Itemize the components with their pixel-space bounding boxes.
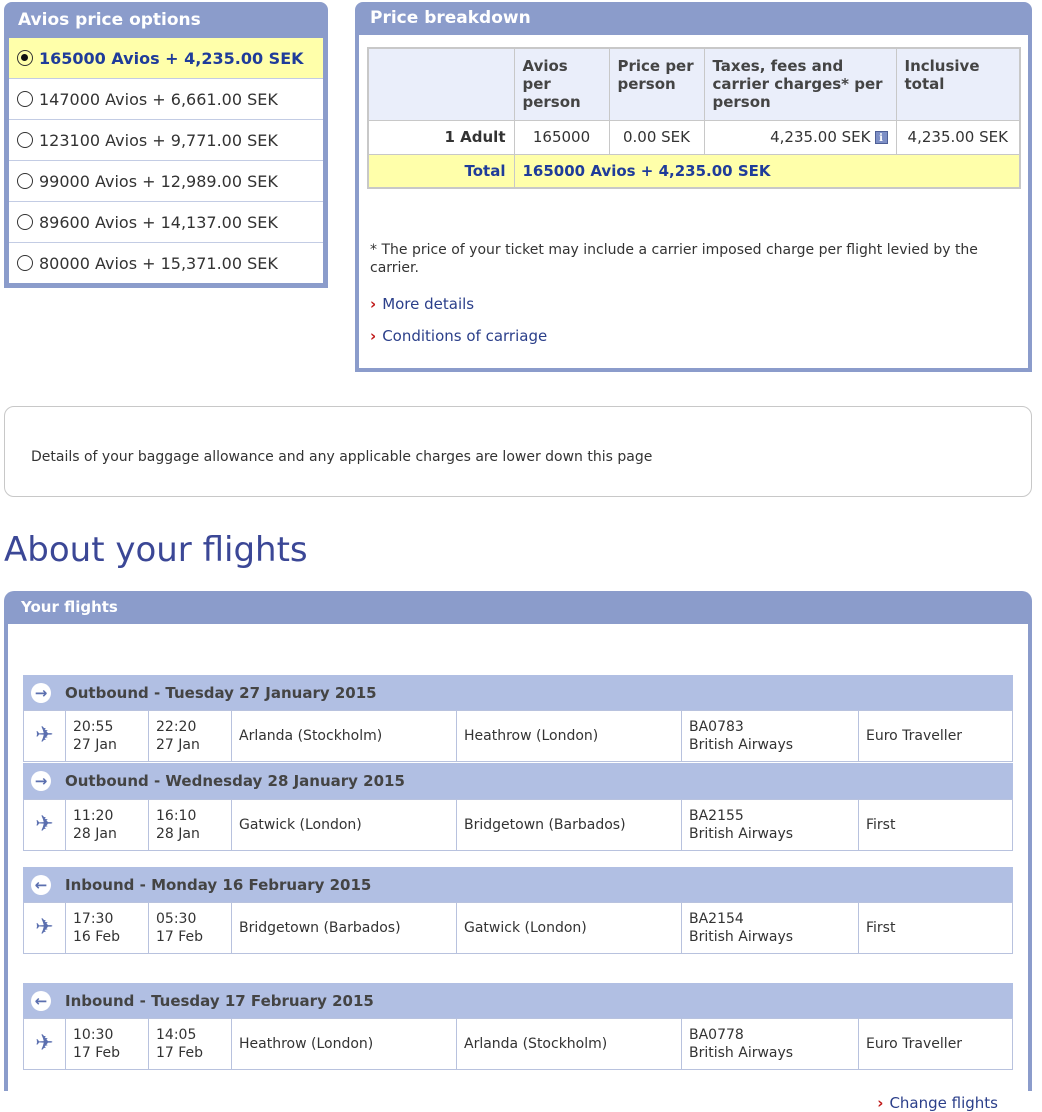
plane-cell (24, 903, 66, 953)
plane-icon: ✈ (35, 812, 54, 837)
plane-icon: ✈ (35, 915, 54, 940)
chevron-right-icon: › (370, 327, 377, 345)
cabin-class: First (866, 817, 896, 833)
arrival-date: 17 Feb (156, 929, 204, 945)
change-flights-label: Change flights (889, 1094, 998, 1112)
origin-airport: Bridgetown (Barbados) (232, 903, 457, 953)
conditions-label: Conditions of carriage (382, 327, 548, 345)
radio-icon[interactable] (17, 255, 33, 271)
plane-cell (24, 711, 66, 761)
inclusive-total: 4,235.00 SEK (896, 120, 1020, 154)
destination-airport: Arlanda (Stockholm) (457, 1019, 682, 1069)
chevron-right-icon: › (370, 295, 377, 313)
departure-date: 16 Feb (73, 929, 121, 945)
arrival-date: 17 Feb (156, 1045, 204, 1061)
avios-options-list (9, 38, 323, 283)
baggage-notice-text: Details of your baggage allowance and any applicable charges are lower down this page (31, 449, 653, 465)
segment-heading: Outbound - Tuesday 27 January 2015 (65, 684, 377, 702)
avios-option-label: 80000 Avios + 15,371.00 SEK (39, 253, 278, 273)
avios-option[interactable] (9, 120, 323, 161)
departure-date: 28 Jan (73, 826, 117, 842)
destination-airport: Bridgetown (Barbados) (457, 800, 682, 850)
your-flights-panel (4, 591, 1032, 1112)
origin-airport: Gatwick (London) (232, 800, 457, 850)
radio-icon[interactable] (17, 173, 33, 189)
segment-header (23, 867, 1013, 903)
arrival-date: 27 Jan (156, 737, 200, 753)
arrow-left-circle-icon: ← (31, 875, 51, 895)
column-header (368, 48, 514, 120)
cabin-class: First (866, 920, 896, 936)
column-header: Price per person (609, 48, 704, 120)
arrival-cell (149, 800, 232, 850)
arrival-cell (149, 903, 232, 953)
avios-option[interactable] (9, 161, 323, 202)
flight-number: BA2154 (689, 911, 744, 927)
departure-cell (66, 1019, 149, 1069)
more-details-link[interactable] (370, 295, 474, 313)
chevron-right-icon: › (877, 1094, 884, 1112)
passenger-type: 1 Adult (368, 120, 514, 154)
radio-icon[interactable] (17, 91, 33, 107)
info-icon[interactable]: i (875, 131, 888, 144)
avios-option-label: 165000 Avios + 4,235.00 SEK (39, 48, 304, 68)
price-breakdown-title: Price breakdown (370, 8, 531, 28)
radio-icon[interactable] (17, 214, 33, 230)
plane-icon: ✈ (35, 1031, 54, 1056)
origin-airport: Heathrow (London) (232, 1019, 457, 1069)
segment-heading: Inbound - Tuesday 17 February 2015 (65, 992, 374, 1010)
carrier-charge-footnote: * The price of your ticket may include a carrier imposed charge per flight levied by the carrier. (370, 242, 978, 276)
departure-time: 10:30 (73, 1027, 114, 1043)
table-row (23, 799, 1013, 851)
price-per-person: 0.00 SEK (609, 120, 704, 154)
column-header: Taxes, fees and carrier charges* per person (704, 48, 896, 120)
avios-option[interactable] (9, 202, 323, 243)
avios-price-options-panel (4, 2, 328, 288)
avios-option-label: 99000 Avios + 12,989.00 SEK (39, 171, 278, 191)
departure-cell (66, 903, 149, 953)
price-breakdown-panel (355, 2, 1032, 372)
avios-panel-title: Avios price options (18, 10, 201, 30)
arrival-cell (149, 711, 232, 761)
plane-cell (24, 800, 66, 850)
avios-option-label: 123100 Avios + 9,771.00 SEK (39, 130, 278, 150)
departure-time: 17:30 (73, 911, 114, 927)
flight-cell (682, 1019, 859, 1069)
table-row (23, 902, 1013, 954)
your-flights-title: Your flights (21, 598, 118, 616)
avios-option-label: 147000 Avios + 6,661.00 SEK (39, 89, 278, 109)
table-row (23, 710, 1013, 762)
more-details-label: More details (382, 295, 475, 313)
arrow-left-circle-icon: ← (31, 991, 51, 1011)
total-row (368, 154, 1020, 188)
plane-cell (24, 1019, 66, 1069)
segment-header (23, 675, 1013, 711)
arrival-time: 05:30 (156, 911, 197, 927)
change-flights-link[interactable] (877, 1094, 998, 1112)
table-row (368, 120, 1020, 154)
airline-name: British Airways (689, 826, 794, 842)
page-title: About your flights (4, 530, 308, 570)
price-breakdown-table (367, 47, 1021, 189)
arrow-right-circle-icon: → (31, 771, 51, 791)
segment-heading: Inbound - Monday 16 February 2015 (65, 876, 372, 894)
destination-airport: Gatwick (London) (457, 903, 682, 953)
flights-body (8, 624, 1028, 1112)
avios-option[interactable] (9, 243, 323, 283)
departure-date: 27 Jan (73, 737, 117, 753)
avios-option[interactable] (9, 38, 323, 79)
segment-header (23, 763, 1013, 799)
segment-heading: Outbound - Wednesday 28 January 2015 (65, 772, 405, 790)
column-header: Avios per person (514, 48, 609, 120)
arrival-time: 22:20 (156, 719, 197, 735)
flight-number: BA0778 (689, 1027, 744, 1043)
airline-name: British Airways (689, 929, 794, 945)
conditions-of-carriage-link[interactable] (370, 327, 547, 345)
departure-time: 20:55 (73, 719, 114, 735)
arrival-time: 16:10 (156, 808, 197, 824)
arrival-time: 14:05 (156, 1027, 197, 1043)
arrival-date: 28 Jan (156, 826, 200, 842)
origin-airport: Arlanda (Stockholm) (232, 711, 457, 761)
destination-airport: Heathrow (London) (457, 711, 682, 761)
departure-cell (66, 711, 149, 761)
cabin-class: Euro Traveller (866, 1036, 963, 1052)
departure-time: 11:20 (73, 808, 114, 824)
flight-cell (682, 711, 859, 761)
airline-name: British Airways (689, 737, 794, 753)
avios-per-person: 165000 (514, 120, 609, 154)
column-header: Inclusive total (896, 48, 1020, 120)
radio-selected-icon[interactable] (17, 50, 33, 66)
flight-number: BA2155 (689, 808, 744, 824)
flight-number: BA0783 (689, 719, 744, 735)
baggage-notice (4, 406, 1032, 497)
total-label: Total (368, 154, 514, 188)
departure-cell (66, 800, 149, 850)
table-row (23, 1018, 1013, 1070)
arrow-right-circle-icon: → (31, 683, 51, 703)
price-breakdown-body (359, 35, 1028, 368)
table-header-row (368, 48, 1020, 120)
segment-header (23, 983, 1013, 1019)
arrival-cell (149, 1019, 232, 1069)
avios-option-label: 89600 Avios + 14,137.00 SEK (39, 212, 278, 232)
airline-name: British Airways (689, 1045, 794, 1061)
flight-cell (682, 800, 859, 850)
taxes-per-person-cell (704, 120, 896, 154)
departure-date: 17 Feb (73, 1045, 121, 1061)
cabin-class: Euro Traveller (866, 728, 963, 744)
plane-icon: ✈ (35, 723, 54, 748)
total-value: 165000 Avios + 4,235.00 SEK (514, 154, 1020, 188)
avios-option[interactable] (9, 79, 323, 120)
taxes-per-person: 4,235.00 SEK (770, 128, 871, 146)
flight-cell (682, 903, 859, 953)
radio-icon[interactable] (17, 132, 33, 148)
